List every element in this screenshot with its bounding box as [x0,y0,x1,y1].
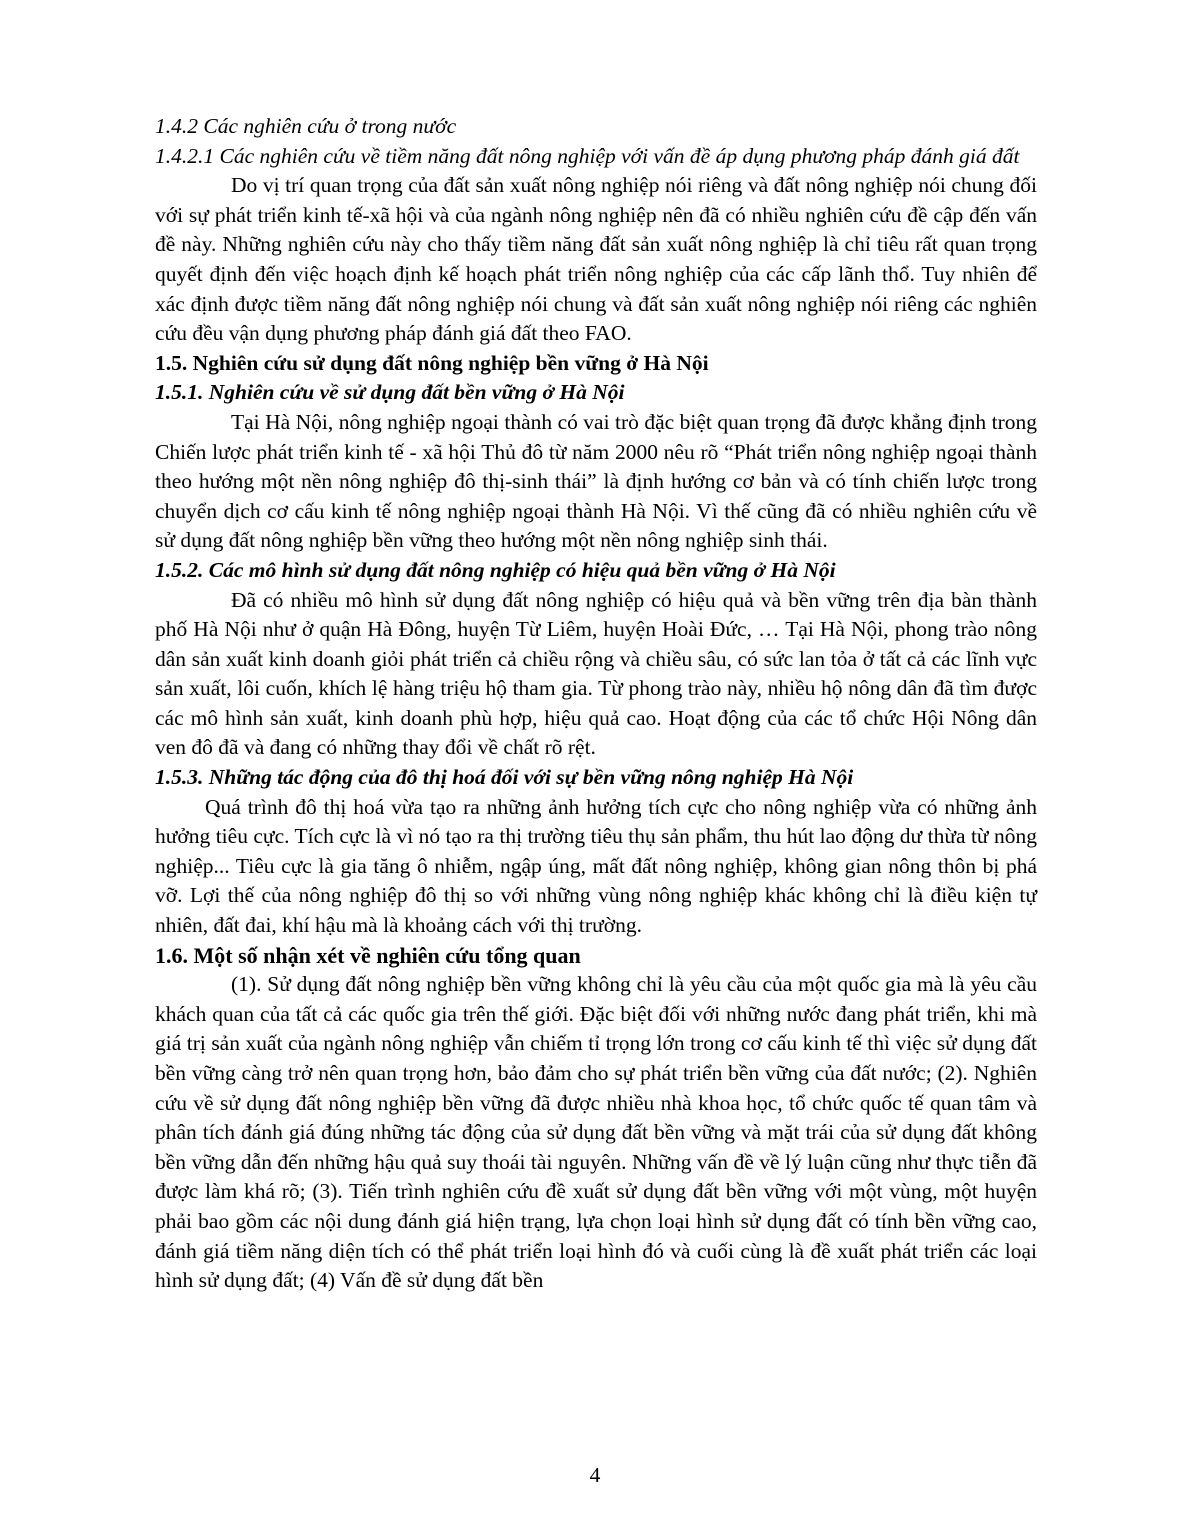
heading-1-5-3: 1.5.3. Những tác động của đô thị hoá đối với sự bền vững nông nghiệp Hà Nội [155,765,854,790]
heading-1-6: 1.6. Một số nhận xét về nghiên cứu tổng quan [155,942,581,968]
paragraph-1-5-3: Quá trình đô thị hoá vừa tạo ra những ảnh hưởng tích cực cho nông nghiệp vừa có những ảnh hưởng tiêu cực. Tích cực là vì nó tạo ra thị trường tiêu thụ sản phẩm, thu hút lao động dư thừa từ nông nghiệp... Tiêu cực là gia tăng ô nhiễm, ngập úng, mất đất nông nghiệp, không gian nông thôn bị phá vỡ. Lợi thế của nông nghiệp đô thị so với những vùng nông nghiệp khác không chỉ là điều kiện tự nhiên, đất đai, khí hậu mà là khoảng cách với thị trường. [155,794,1037,938]
heading-1-5-1: 1.5.1. Nghiên cứu về sử dụng đất bền vững ở Hà Nội [155,380,625,405]
paragraph-1-5-2: Đã có nhiều mô hình sử dụng đất nông nghiệp có hiệu quả và bền vững trên địa bàn thành phố Hà Nội như ở quận Hà Đông, huyện Từ Liêm, huyện Hoài Đức, … Tại Hà Nội, phong trào nông dân sản xuất kinh doanh giỏi phát triển cả chiều rộng và chiều sâu, có sức lan tỏa ở tất cả các lĩnh vực sản xuất, lôi cuốn, khích lệ hàng triệu hộ tham gia. Từ phong trào này, nhiều hộ nông dân đã tìm được các mô hình sản xuất, kinh doanh phù hợp, hiệu quả cao. Hoạt động của các tổ chức Hội Nông dân ven đô đã và đang có những thay đổi về chất rõ rệt. [155,587,1037,760]
document-page [155,112,1037,1296]
page-number: 4 [589,1463,601,1487]
heading-1-5-2: 1.5.2. Các mô hình sử dụng đất nông nghiệp có hiệu quả bền vững ở Hà Nội [155,557,836,582]
heading-1-5: 1.5. Nghiên cứu sử dụng đất nông nghiệp bền vững ở Hà Nội [155,350,709,375]
paragraph-1-5-1: Tại Hà Nội, nông nghiệp ngoại thành có vai trò đặc biệt quan trọng đã được khẳng định trong Chiến lược phát triển kinh tế - xã hội Thủ đô từ năm 2000 nêu rõ “Phát triển nông nghiệp ngoại thành theo hướng một nền nông nghiệp đô thị-sinh thái” là định hướng cơ bản và có tính chiến lược trong chuyển dịch cơ cấu kinh tế nông nghiệp ngoại thành Hà Nội. Vì thế cũng đã có nhiều nghiên cứu về sử dụng đất nông nghiệp bền vững theo hướng một nền nông nghiệp sinh thái. [155,409,1037,553]
paragraph-1-6: (1). Sử dụng đất nông nghiệp bền vững không chỉ là yêu cầu của một quốc gia mà là yêu cầu khách quan của tất cả các quốc gia trên thế giới. Đặc biệt đối với những nước đang phát triển, khi mà giá trị sản xuất của ngành nông nghiệp vẫn chiếm tỉ trọng lớn trong cơ cấu kinh tế thì việc sử dụng đất bền vững càng trở nên quan trọng hơn, bảo đảm cho sự phát triển bền vững của đất nước; (2). Nghiên cứu về sử dụng đất nông nghiệp bền vững đã được nhiều nhà khoa học, tổ chức quốc tế quan tâm và phân tích đánh giá đúng những tác động của sử dụng đất bền vững và mặt trái của sử dụng đất không bền vững dẫn đến những hậu quả suy thoái tài nguyên. Những vấn đề về lý luận cũng như thực tiễn đã được làm khá rõ; (3). Tiến trình nghiên cứu đề xuất sử dụng đất bền vững với một vùng, một huyện phải bao gồm các nội dung đánh giá hiện trạng, lựa chọn loại hình sử dụng đất có tính bền vững cao, đánh giá tiềm năng diện tích có thể phát triển loại hình đó và cuối cùng là đề xuất phát triển các loại hình sử dụng đất; (4) Vấn đề sử dụng đất bền [155,972,1037,1293]
paragraph-1-4-2-1: Do vị trí quan trọng của đất sản xuất nông nghiệp nói riêng và đất nông nghiệp nói chung đối với sự phát triển kinh tế-xã hội và của ngành nông nghiệp nên đã có nhiều nghiên cứu đề cập đến vấn đề này. Những nghiên cứu này cho thấy tiềm năng đất sản xuất nông nghiệp là chỉ tiêu rất quan trọng quyết định đến việc hoạch định kế hoạch phát triển nông nghiệp của các cấp lãnh thổ. Tuy nhiên để xác định được tiềm năng đất nông nghiệp nói chung và đất sản xuất nông nghiệp nói riêng các nghiên cứu đều vận dụng phương pháp đánh giá đất theo FAO. [155,173,1037,346]
heading-1-4-2: 1.4.2 Các nghiên cứu ở trong nước [155,114,457,138]
heading-1-4-2-1: 1.4.2.1 Các nghiên cứu về tiềm năng đất nông nghiệp với vấn đề áp dụng phương pháp đánh giá đất [155,143,1020,168]
